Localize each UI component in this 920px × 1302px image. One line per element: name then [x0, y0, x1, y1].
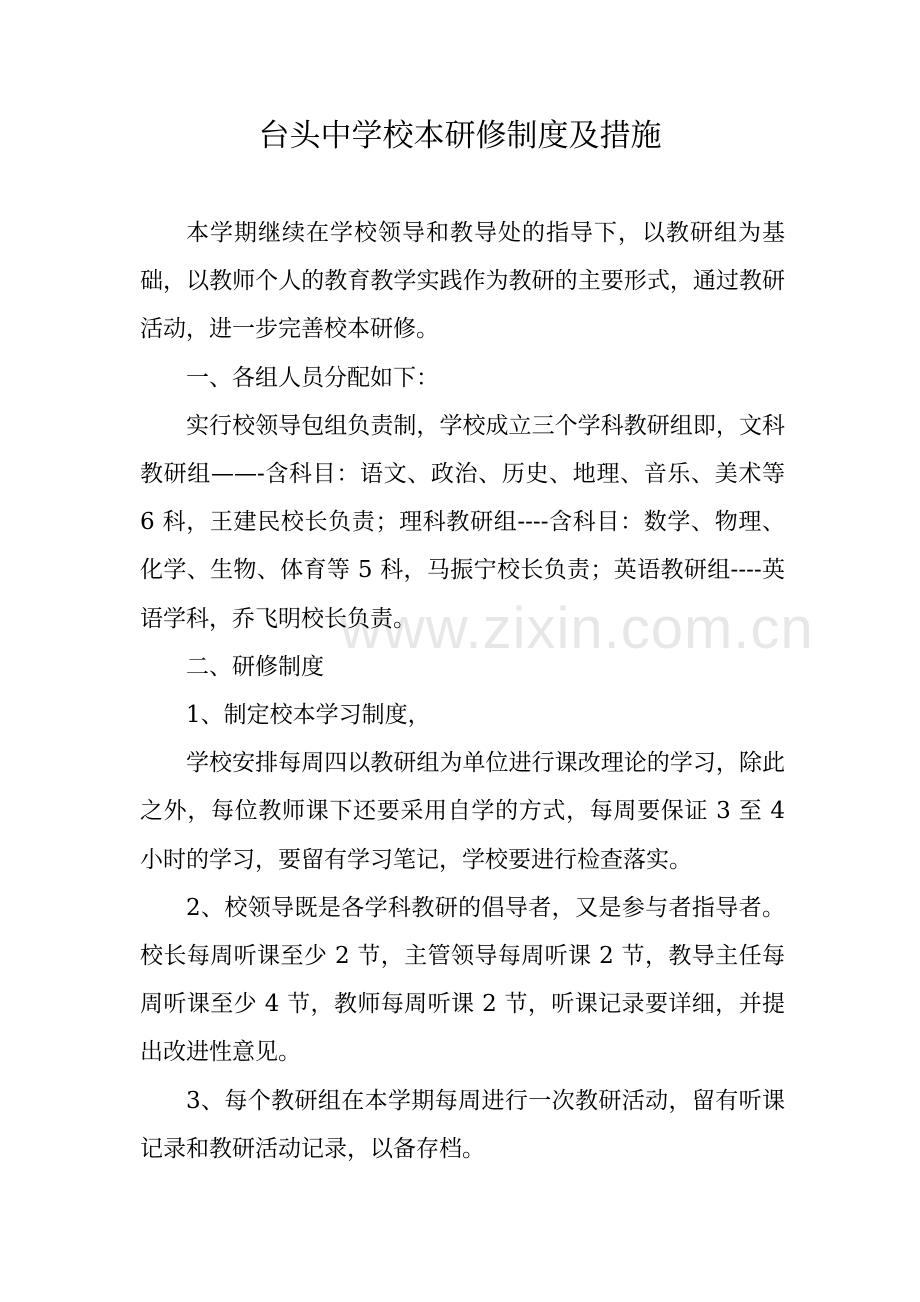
paragraph-item-3: 3、每个教研组在本学期每周进行一次教研活动，留有听课记录和教研活动记录，以备存档。 — [140, 1087, 785, 1162]
document-body — [140, 209, 785, 1173]
heading-section-1: 一、各组人员分配如下： — [186, 364, 439, 391]
paragraph-intro: 本学期继续在学校领导和教导处的指导下，以教研组为基础，以教师个人的教育教学实践作为教研的主要形式，通过教研活动，进一步完善校本研修。 — [140, 220, 785, 343]
document-title: 台头中学校本研修制度及措施 — [258, 118, 662, 154]
paragraph-group-assignment: 实行校领导包组负责制，学校成立三个学科教研组即，文科教研组——-含科目：语文、政治、历史、地理、音乐、美术等 6 科，王建民校长负责；理科教研组----含科目：数学、物理、化学、生物、体育等 5 科，马振宁校长负责；英语教研组----英语学科，乔飞明校长负责。 — [140, 412, 785, 632]
heading-item-1: 1、制定校本学习制度， — [186, 702, 431, 729]
paragraph-study-system: 学校安排每周四以教研组为单位进行课改理论的学习，除此之外，每位教师课下还要采用自学的方式，每周要保证 3 至 4 小时的学习，要留有学习笔记，学校要进行检查落实。 — [140, 750, 785, 873]
heading-section-2: 二、研修制度 — [186, 653, 324, 680]
watermark: www.zixin.com.cn — [340, 596, 814, 661]
paragraph-item-2: 2、校领导既是各学科教研的倡导者，又是参与者指导者。校长每周听课至少 2 节，主管领导每周听课 2 节，教导主任每周听课至少 4 节，教师每周听课 2 节，听课记录要详细，并提出改进性意见。 — [140, 894, 785, 1066]
